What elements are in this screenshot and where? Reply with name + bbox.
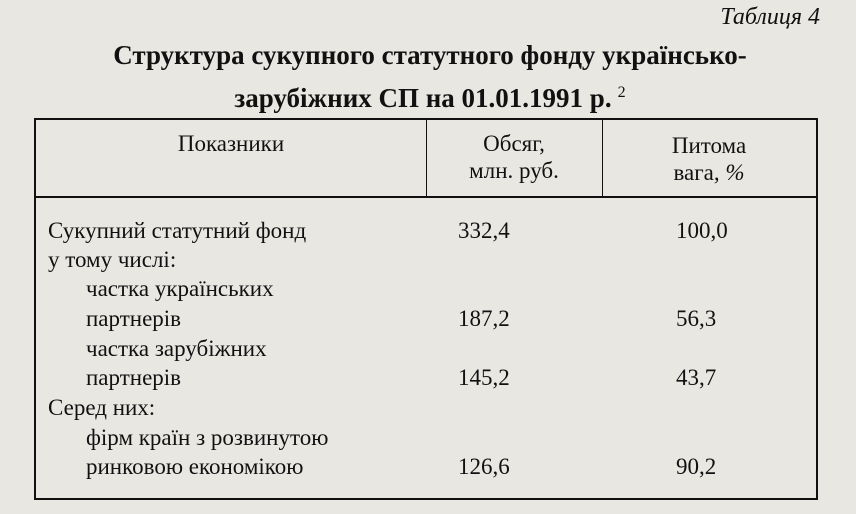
table-caption: Таблиця 4 [720,4,820,30]
table-title-line-2-text: зарубіжних СП на 01.01.1991 р. [234,83,612,113]
row-share: 56,3 [676,306,717,331]
row-share: 100,0 [676,218,728,243]
table-row [36,247,816,275]
footnote-marker: 2 [617,84,626,101]
header-volume-line-2: млн. руб. [469,158,559,183]
table-row [36,365,816,393]
table-row [36,454,816,482]
table-row [36,306,816,334]
table-row [36,395,816,423]
header-share-line-1: Питома [671,133,747,158]
row-volume: 332,4 [458,218,510,243]
row-share: 43,7 [676,365,717,390]
row-label: у тому числі: [48,247,177,272]
row-label: фірм країн з розвинутою [86,425,329,450]
row-volume: 126,6 [458,454,510,479]
table-row [36,218,816,246]
row-volume: 145,2 [458,365,510,390]
header-share-line-2 [602,159,816,186]
header-indicators: Показники [177,131,285,156]
table-row [36,276,816,304]
header-divider [36,196,816,198]
row-label: частка українських [86,276,274,301]
row-volume: 187,2 [458,306,510,331]
row-label: партнерів [86,365,182,390]
table-title-line-2 [60,74,800,117]
header-share [602,132,816,186]
header-volume [426,130,602,184]
table-row [36,425,816,453]
table-title-line-1: Структура сукупного статутного фонду українсько- [113,40,747,70]
header-volume-line-1: Обсяг, [483,131,545,156]
row-label: партнерів [86,306,182,331]
row-share: 90,2 [676,454,717,479]
table-title [60,36,800,117]
row-label: частка зарубіжних [86,336,267,361]
header-share-unit: % [725,160,745,185]
header-share-line-2-text: вага, [673,160,720,185]
data-table [34,118,818,500]
table-row [36,336,816,364]
row-label: Сукупний статутний фонд [48,218,307,243]
row-label: Серед них: [48,395,156,420]
row-label: ринковою економікою [86,454,304,479]
